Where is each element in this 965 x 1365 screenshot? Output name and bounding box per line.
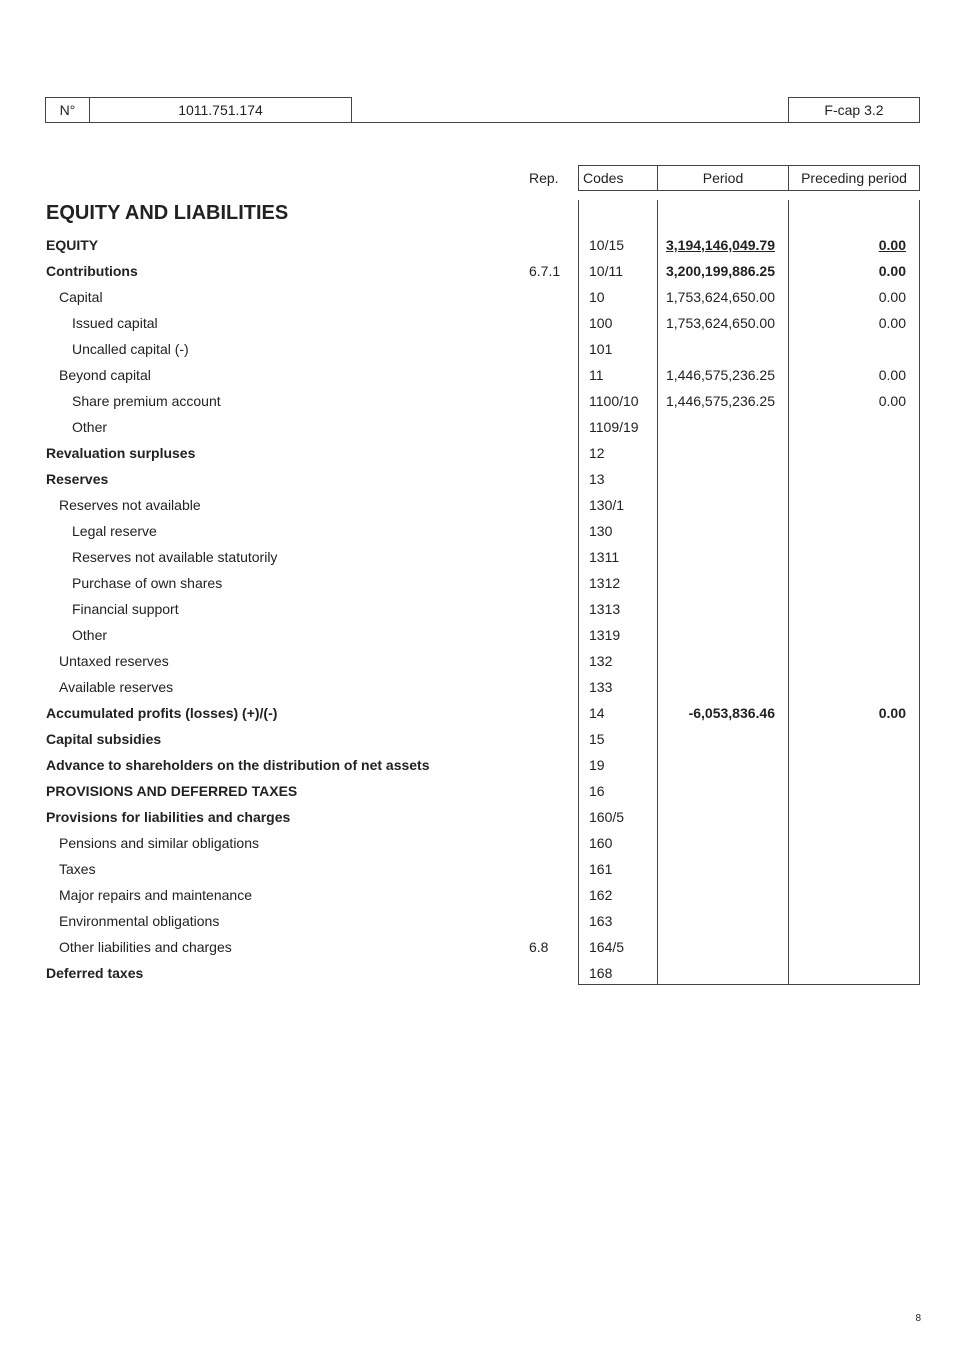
row-code: 161 — [589, 861, 613, 877]
row-code: 11 — [589, 367, 604, 383]
rep-column-header: Rep. — [529, 170, 559, 186]
row-label: Provisions for liabilities and charges — [46, 809, 291, 825]
row-label: Beyond capital — [59, 367, 151, 383]
row-code: 160/5 — [589, 809, 625, 825]
row-label: Share premium account — [72, 393, 221, 409]
row-preceding: 0.00 — [878, 393, 906, 409]
row-label: Major repairs and maintenance — [59, 887, 252, 903]
table-row — [0, 674, 965, 700]
row-label: Deferred taxes — [46, 965, 144, 981]
row-label: Other liabilities and charges — [59, 939, 232, 955]
form-code-box — [788, 97, 920, 123]
row-rep: 6.7.1 — [529, 263, 561, 279]
row-preceding: 0.00 — [878, 315, 906, 331]
row-code: 1319 — [589, 627, 621, 643]
form-code: F-cap 3.2 — [824, 102, 884, 118]
row-label: Issued capital — [72, 315, 158, 331]
row-code: 1312 — [589, 575, 621, 591]
table-row — [0, 518, 965, 544]
row-label: Contributions — [46, 263, 138, 279]
row-label: Advance to shareholders on the distribution of net assets — [46, 757, 430, 773]
company-number: 1011.751.174 — [178, 102, 263, 118]
row-label: Capital subsidies — [46, 731, 162, 747]
row-period: 3,200,199,886.25 — [666, 263, 775, 279]
row-code: 164/5 — [589, 939, 625, 955]
row-label: Environmental obligations — [59, 913, 220, 929]
row-code: 1313 — [589, 601, 621, 617]
table-row — [0, 726, 965, 752]
company-number-box — [89, 97, 352, 123]
table-row — [0, 388, 965, 414]
row-label: Financial support — [72, 601, 179, 617]
table-row — [0, 284, 965, 310]
table-row — [0, 622, 965, 648]
row-label: Pensions and similar obligations — [59, 835, 259, 851]
row-code: 1100/10 — [589, 393, 639, 409]
table-row — [0, 804, 965, 830]
table-row — [0, 700, 965, 726]
row-period: 1,753,624,650.00 — [666, 315, 775, 331]
table-row — [0, 336, 965, 362]
table-row — [0, 648, 965, 674]
row-code: 14 — [589, 705, 605, 721]
table-row — [0, 596, 965, 622]
row-label: EQUITY — [46, 237, 99, 253]
row-label: Other — [72, 627, 108, 643]
row-label: Other — [72, 419, 108, 435]
row-code: 12 — [589, 445, 605, 461]
table-row — [0, 830, 965, 856]
row-label: Uncalled capital (-) — [72, 341, 189, 357]
table-row — [0, 778, 965, 804]
period-column-header — [657, 165, 789, 191]
table-row — [0, 362, 965, 388]
table-row — [0, 752, 965, 778]
row-label: Revaluation surpluses — [46, 445, 196, 461]
table-row — [0, 440, 965, 466]
row-preceding: 0.00 — [878, 367, 906, 383]
codes-column-header — [578, 165, 658, 191]
row-period: -6,053,836.46 — [688, 705, 775, 721]
table-row — [0, 934, 965, 960]
row-code: 1109/19 — [589, 419, 639, 435]
row-preceding: 0.00 — [878, 705, 906, 721]
number-label: N° — [59, 102, 76, 118]
row-label: Legal reserve — [72, 523, 157, 539]
row-period: 1,446,575,236.25 — [666, 393, 775, 409]
row-code: 163 — [589, 913, 613, 929]
row-code: 130/1 — [589, 497, 625, 513]
row-code: 101 — [589, 341, 613, 357]
row-code: 130 — [589, 523, 613, 539]
table-row — [0, 856, 965, 882]
row-code: 13 — [589, 471, 605, 487]
row-rep: 6.8 — [529, 939, 549, 955]
table-row — [0, 232, 965, 258]
table-row — [0, 492, 965, 518]
row-code: 10/11 — [589, 263, 623, 279]
table-row — [0, 414, 965, 440]
row-code: 10/15 — [589, 237, 625, 253]
row-label: Taxes — [59, 861, 96, 877]
section-title: EQUITY AND LIABILITIES — [46, 202, 289, 224]
row-code: 133 — [589, 679, 613, 695]
row-label: Accumulated profits (losses) (+)/(-) — [46, 705, 278, 721]
row-label: Reserves not available — [59, 497, 201, 513]
table-row — [0, 466, 965, 492]
row-preceding: 0.00 — [878, 263, 906, 279]
page-number: 8 — [915, 1313, 921, 1324]
row-code: 10 — [589, 289, 605, 305]
row-code: 132 — [589, 653, 613, 669]
row-period: 3,194,146,049.79 — [666, 237, 775, 253]
preceding-header-text: Preceding period — [801, 170, 907, 186]
row-label: PROVISIONS AND DEFERRED TAXES — [46, 783, 298, 799]
row-period: 1,446,575,236.25 — [666, 367, 775, 383]
row-code: 15 — [589, 731, 605, 747]
table-row — [0, 908, 965, 934]
table-row — [0, 570, 965, 596]
table-row — [0, 882, 965, 908]
row-label: Purchase of own shares — [72, 575, 223, 591]
table-row — [0, 960, 965, 986]
table-row — [0, 544, 965, 570]
number-label-box — [45, 97, 90, 123]
row-label: Reserves — [46, 471, 109, 487]
row-code: 100 — [589, 315, 613, 331]
row-code: 162 — [589, 887, 613, 903]
row-preceding: 0.00 — [878, 289, 906, 305]
row-code: 16 — [589, 783, 605, 799]
row-preceding: 0.00 — [878, 237, 906, 253]
row-code: 19 — [589, 757, 605, 773]
row-label: Capital — [59, 289, 103, 305]
table-row — [0, 258, 965, 284]
codes-header-text: Codes — [583, 170, 624, 186]
row-code: 1311 — [589, 549, 620, 565]
row-label: Untaxed reserves — [59, 653, 169, 669]
header-rule — [351, 122, 789, 123]
row-period: 1,753,624,650.00 — [666, 289, 775, 305]
row-code: 160 — [589, 835, 613, 851]
period-header-text: Period — [702, 170, 744, 186]
row-label: Reserves not available statutorily — [72, 549, 278, 565]
row-code: 168 — [589, 965, 613, 981]
row-label: Available reserves — [59, 679, 174, 695]
table-row — [0, 310, 965, 336]
preceding-column-header — [788, 165, 920, 191]
